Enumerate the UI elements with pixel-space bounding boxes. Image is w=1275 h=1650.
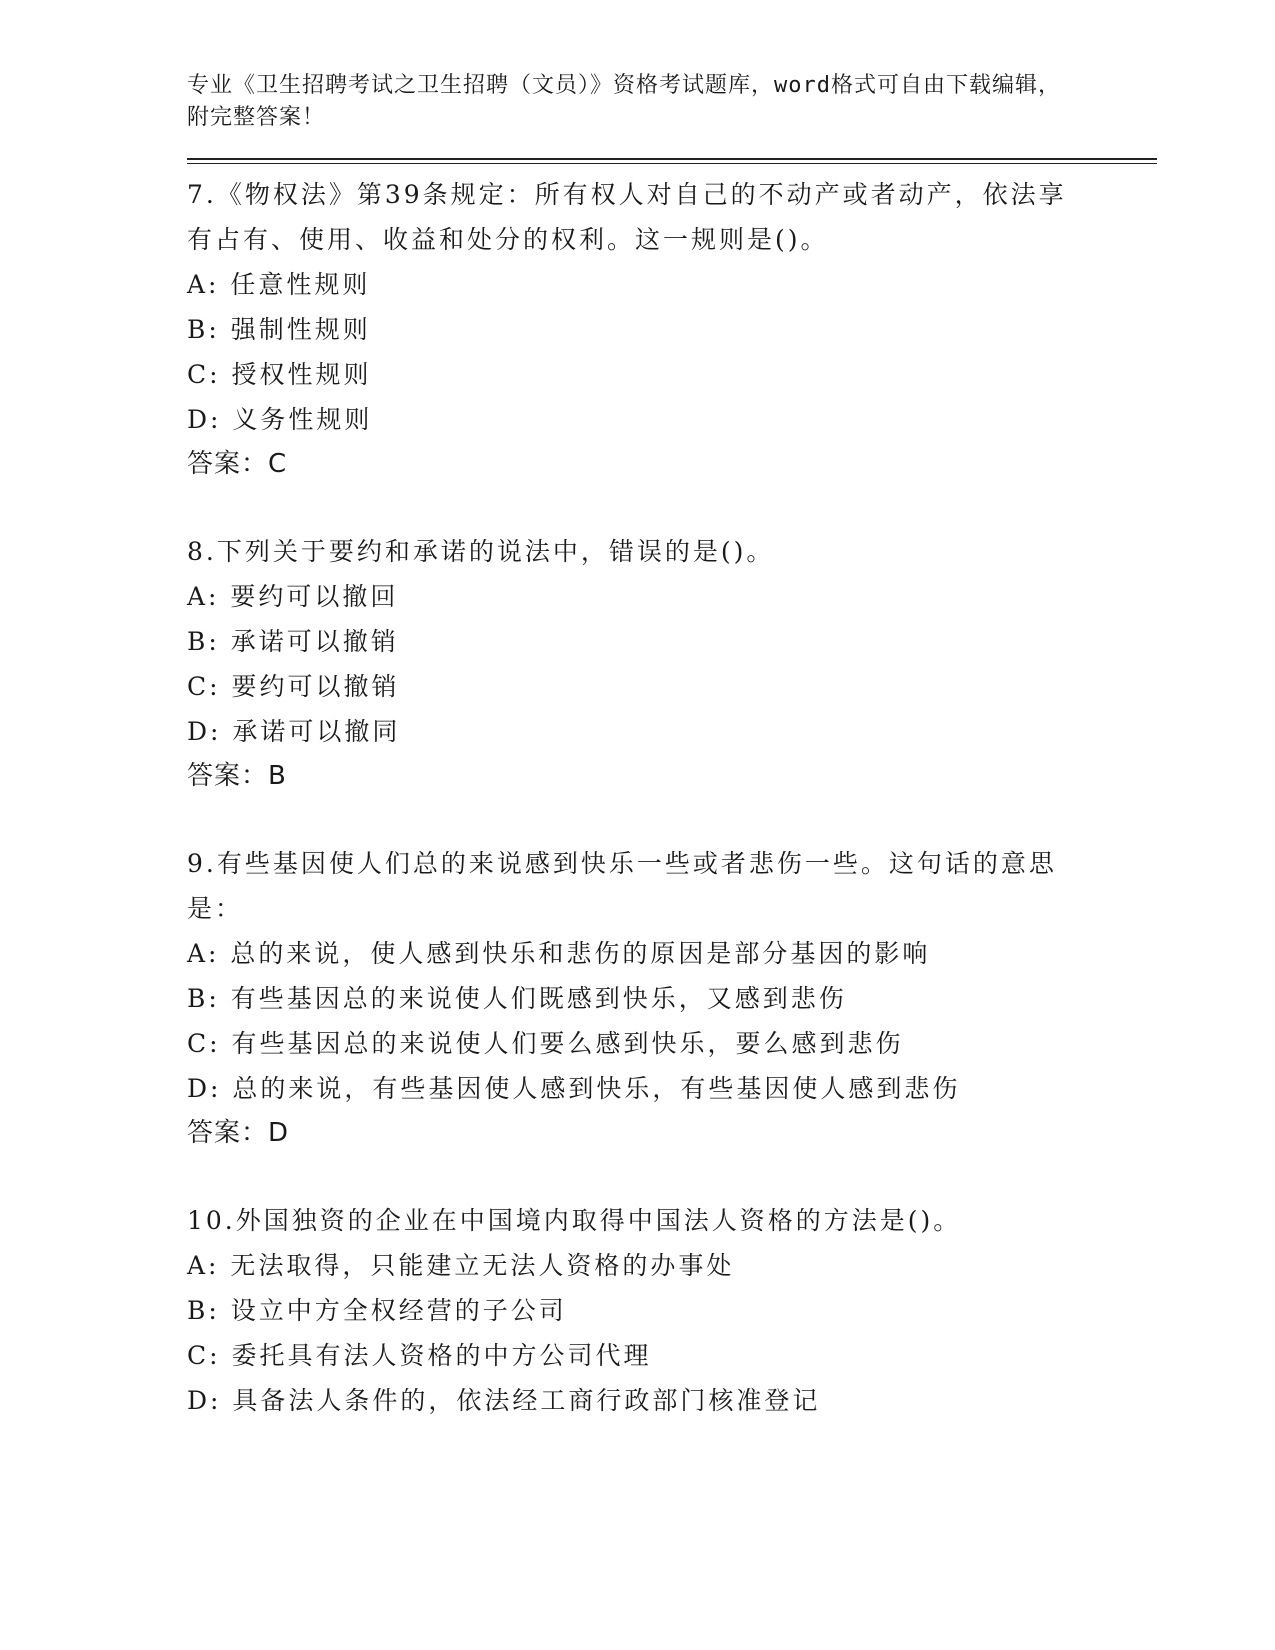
document-intro: 专业《卫生招聘考试之卫生招聘（文员）》资格考试题库，word格式可自由下载编辑，附完整答案！ [187, 73, 1061, 130]
option-b: B: 有些基因总的来说使人们既感到快乐，又感到悲伤 [187, 984, 847, 1013]
option-c: C: 有些基因总的来说使人们要么感到快乐，要么感到悲伤 [187, 1029, 904, 1058]
option-a: A: 要约可以撤回 [187, 582, 399, 611]
question-9 [187, 841, 1157, 1156]
answer-line: 答案：C [187, 449, 288, 479]
header-divider-thick [187, 158, 1157, 160]
document-page [187, 70, 1157, 1465]
option-c: C: 授权性规则 [187, 360, 372, 389]
option-a: A: 无法取得，只能建立无法人资格的办事处 [187, 1251, 735, 1280]
question-text: 8.下列关于要约和承诺的说法中，错误的是()。 [187, 537, 775, 566]
answer-line: 答案：D [187, 1118, 290, 1148]
option-d: D: 承诺可以撤同 [187, 717, 401, 746]
answer-line: 答案：B [187, 761, 287, 791]
option-b: B: 设立中方全权经营的子公司 [187, 1296, 567, 1325]
option-c: C: 委托具有法人资格的中方公司代理 [187, 1341, 652, 1370]
question-8 [187, 529, 1157, 799]
question-list [187, 172, 1157, 1423]
option-a: A: 总的来说，使人感到快乐和悲伤的原因是部分基因的影响 [187, 939, 931, 968]
question-10 [187, 1198, 1157, 1423]
option-d: D: 总的来说，有些基因使人感到快乐，有些基因使人感到悲伤 [187, 1074, 961, 1103]
question-text: 7.《物权法》第39条规定：所有权人对自己的不动产或者动产，依法享有占有、使用、收益和处分的权利。这一规则是()。 [187, 180, 1067, 254]
option-a: A: 任意性规则 [187, 270, 371, 299]
option-b: B: 承诺可以撤销 [187, 627, 399, 656]
option-d: D: 义务性规则 [187, 405, 373, 434]
question-text: 10.外国独资的企业在中国境内取得中国法人资格的方法是()。 [187, 1206, 962, 1235]
option-c: C: 要约可以撤销 [187, 672, 400, 701]
option-d: D: 具备法人条件的，依法经工商行政部门核准登记 [187, 1386, 821, 1415]
question-text: 9.有些基因使人们总的来说感到快乐一些或者悲伤一些。这句话的意思是： [187, 849, 1057, 923]
header-divider-thin [187, 163, 1157, 164]
question-7 [187, 172, 1157, 487]
option-b: B: 强制性规则 [187, 315, 371, 344]
